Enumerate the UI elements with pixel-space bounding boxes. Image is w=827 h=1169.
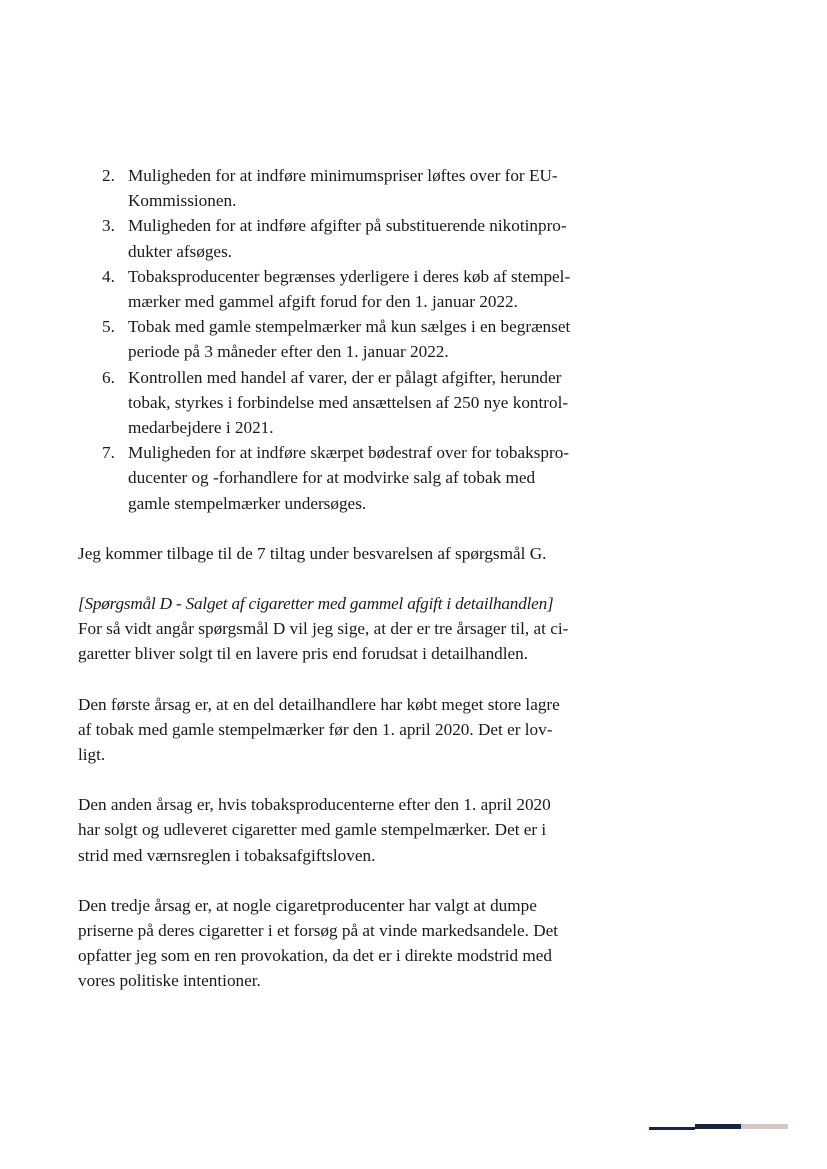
list-item bbox=[78, 264, 614, 314]
list-item-number: 3. bbox=[102, 216, 115, 236]
list-item-number: 2. bbox=[102, 166, 115, 185]
question-heading: [Spørgsmål D - Salget af cigaretter med gammel afgift i detailhandlen] bbox=[78, 594, 554, 614]
footer-decoration-bar bbox=[649, 1127, 695, 1130]
list-item-text: Muligheden for at indføre skærpet bødestraf over for tobakspro- ducenter og -forhandlere for at modvirke salg af tobak med gamle stempelmærker undersøges. bbox=[128, 443, 570, 513]
list-item-number: 6. bbox=[102, 367, 115, 387]
list-item bbox=[78, 314, 614, 364]
paragraph-intro: For så vidt angår spørgsmål D vil jeg sige, at der er tre årsager til, at ci- garetter bliver solgt til en lavere pris end forudsat i detailhandlen. bbox=[78, 619, 569, 664]
return-note: Jeg kommer tilbage til de 7 tiltag under besvarelsen af spørgsmål G. bbox=[78, 543, 547, 563]
list-item bbox=[78, 365, 614, 441]
paragraph-second-reason: Den anden årsag er, hvis tobaksproducenterne efter den 1. april 2020 har solgt og udleveret cigaretter med gamle stempelmærker. Det er i strid med værnsreglen i tobaksafgiftsloven. bbox=[78, 795, 551, 865]
list-item-text: Muligheden for at indføre minimumspriser løftes over for EU- Kommissionen. bbox=[128, 166, 558, 211]
list-item-number: 7. bbox=[102, 443, 115, 463]
list-item-number: 5. bbox=[102, 317, 115, 337]
list-item bbox=[78, 213, 614, 263]
paragraph-third-reason: Den tredje årsag er, at nogle cigaretproducenter har valgt at dumpe priserne på deres cigaretter i et forsøg på at vinde markedsandele. Det opfatter jeg som en ren provokation, da det er i direkte modstrid med vores politiske intentioner. bbox=[78, 895, 559, 991]
footer-decoration-bar bbox=[695, 1124, 741, 1129]
list-item-text: Tobaksproducenter begrænses yderligere i deres køb af stempel- mærker med gammel afgift forud for den 1. januar 2022. bbox=[128, 266, 571, 312]
list-item-text: Muligheden for at indføre afgifter på substituerende nikotinpro- dukter afsøges. bbox=[128, 216, 567, 261]
list-item-text: Kontrollen med handel af varer, der er pålagt afgifter, herunder tobak, styrkes i forbindelse med ansættelsen af 250 nye kontrol- medarbejdere i 2021. bbox=[128, 367, 569, 438]
list-item bbox=[78, 163, 614, 213]
document-body bbox=[78, 163, 614, 994]
list-item-number: 4. bbox=[102, 266, 115, 286]
list-item-text: Tobak med gamle stempelmærker må kun sælges i en begrænset periode på 3 måneder efter den 1. januar 2022. bbox=[128, 317, 571, 362]
measures-list bbox=[78, 163, 614, 516]
paragraph-first-reason: Den første årsag er, at en del detailhandlere har købt meget store lagre af tobak med gamle stempelmærker før den 1. april 2020. Det er lov- ligt. bbox=[78, 694, 560, 765]
list-item bbox=[78, 440, 614, 516]
footer-decoration-bar bbox=[741, 1124, 788, 1129]
